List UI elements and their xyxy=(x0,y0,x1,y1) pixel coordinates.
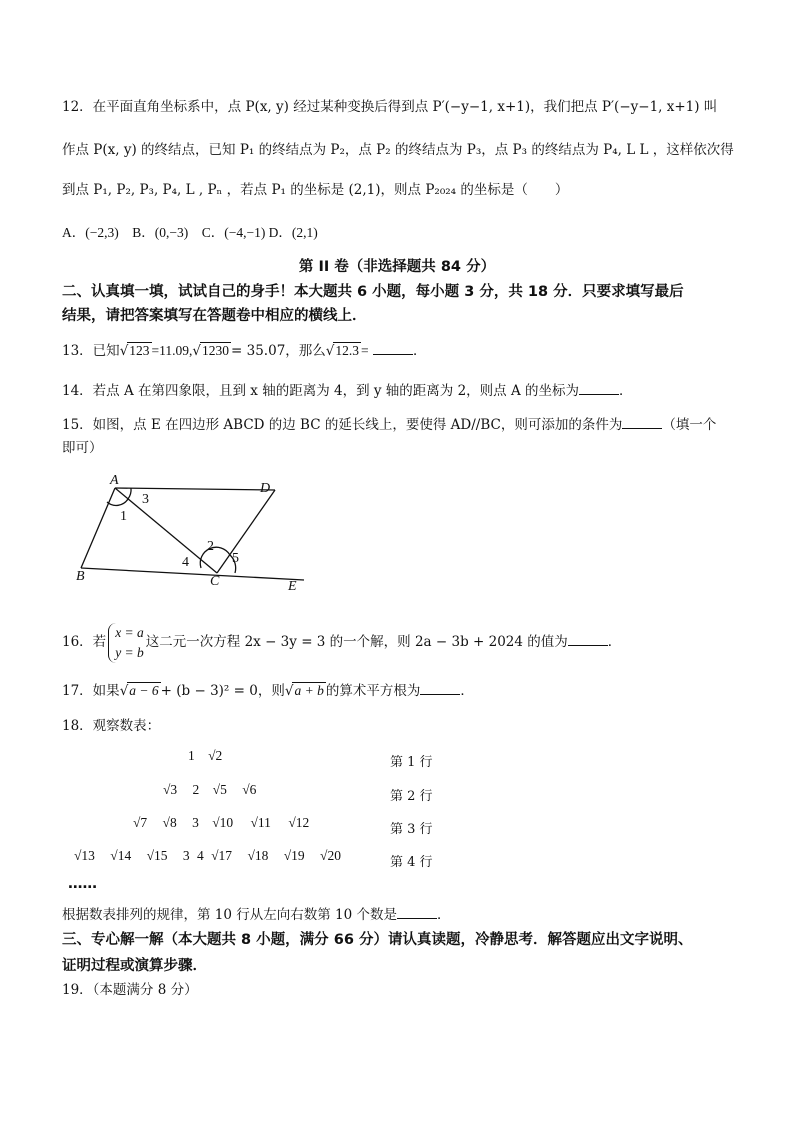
q13-prefix: 13．已知 xyxy=(62,343,120,359)
q15-line2: 即可） xyxy=(62,440,103,456)
part3-intro-line2: 证明过程或演算步骤． xyxy=(62,958,207,974)
angle-3-arc xyxy=(128,488,131,499)
q15-answer-blank[interactable] xyxy=(622,414,662,429)
q15-text-end: （填一个 xyxy=(662,417,717,433)
row4-item: √19 xyxy=(283,848,305,863)
row2-item: √5 xyxy=(212,782,227,797)
row3-item: 3 xyxy=(192,815,199,830)
row4-item: √17 xyxy=(211,848,233,863)
part2-intro-line2: 结果，请把答案填写在答题卷中相应的横线上． xyxy=(62,308,367,324)
q14-text: 14．若点 A 在第四象限，且到 x 轴的距离为 4，到 y 轴的距离为 2，则点 A 的坐标为 xyxy=(62,383,580,399)
q16-eq1: x = a xyxy=(115,624,144,640)
q17 xyxy=(62,680,734,701)
q12-options: A．(−2,3) B．(0,−3) C．(−4,−1) D．(2,1) xyxy=(62,225,318,240)
q17-mid2: 的算术平方根为 xyxy=(325,683,421,699)
radical-sign-icon: √ xyxy=(119,683,129,699)
radical-sign-icon: √ xyxy=(119,343,129,359)
q14 xyxy=(62,380,734,401)
row4-item: 4 xyxy=(197,848,204,863)
row2-item: √6 xyxy=(242,782,257,797)
q16-eq2: y = b xyxy=(115,644,144,660)
radical-sign-icon: √ xyxy=(284,683,294,699)
q19-heading: 19．（本题满分 8 分） xyxy=(62,982,198,998)
q17-prefix: 17．如果 xyxy=(62,683,120,699)
segment-CD xyxy=(217,490,275,573)
table-continuation-dots: …… xyxy=(68,876,97,892)
point-label-D: D xyxy=(260,481,271,496)
row-label-1: 第 1 行 xyxy=(390,755,433,770)
q13-value-1: =11.09, xyxy=(151,343,193,358)
q16-answer-blank[interactable] xyxy=(568,631,608,646)
angle-label-5: 5 xyxy=(232,551,239,566)
q15-line1 xyxy=(62,414,734,435)
segment-BE xyxy=(81,568,304,580)
segment-AD xyxy=(115,488,275,490)
q17-end: ． xyxy=(460,683,474,699)
row4-item: √14 xyxy=(110,848,132,863)
table-row-4 xyxy=(74,848,341,864)
angle-label-1: 1 xyxy=(120,509,127,524)
row4-item: √20 xyxy=(320,848,341,863)
q18-question-text: 根据数表排列的规律，第 10 行从左向右数第 10 个数是 xyxy=(62,907,398,923)
q16-prefix: 16．若 xyxy=(62,634,107,650)
radical-sign-icon: √ xyxy=(325,343,335,359)
table-row-1 xyxy=(188,748,222,764)
q18-answer-blank[interactable] xyxy=(397,904,437,919)
angle-2-arc xyxy=(200,547,230,568)
row4-item: √13 xyxy=(74,848,95,863)
point-label-C: C xyxy=(210,574,220,589)
row2-item: √3 xyxy=(163,782,178,797)
row3-item: √11 xyxy=(250,815,271,830)
q17-radicand-1: a − 6 xyxy=(129,683,159,698)
table-row-3 xyxy=(133,815,309,831)
point-label-E: E xyxy=(288,579,297,594)
row1-item: 1 xyxy=(188,748,195,763)
q13-end: ． xyxy=(412,343,427,359)
row2-item: 2 xyxy=(192,782,200,797)
q16-end: ． xyxy=(607,634,622,650)
row4-item: √15 xyxy=(146,848,168,863)
q12-line2: 作点 P(x, y) 的终结点，已知 P₁ 的终结点为 P₂，点 P₂ 的终结点为 P₃，点 P₃ 的终结点为 P₄, L L ，这样依次得 xyxy=(62,142,734,158)
q15-figure xyxy=(62,470,322,600)
q13 xyxy=(62,340,734,361)
q14-end: ． xyxy=(619,383,633,399)
point-label-B: B xyxy=(76,569,85,584)
q15-text: 15．如图，点 E 在四边形 ABCD 的边 BC 的延长线上，要使得 AD//BC，则可添加的条件为 xyxy=(62,417,623,433)
segment-AC xyxy=(115,488,217,573)
table-row-2 xyxy=(163,782,256,798)
angle-label-4: 4 xyxy=(182,555,189,570)
q16-text: 这二元一次方程 2x − 3y = 3 的一个解，则 2a − 3b + 2024 的值为 xyxy=(145,634,568,650)
q13-radicand-2: 1230 xyxy=(202,343,230,358)
row1-item: √2 xyxy=(208,748,223,763)
q16-system xyxy=(108,623,144,663)
q13-radicand-3: 12.3 xyxy=(335,343,360,358)
part2-intro-line1: 二、认真填一填，试试自己的身手！本大题共 6 小题，每小题 3 分，共 18 分．只要求填写最后 xyxy=(62,284,684,300)
row-label-3: 第 3 行 xyxy=(390,822,433,837)
radical-sign-icon: √ xyxy=(192,343,202,359)
row3-item: √7 xyxy=(133,815,148,830)
row3-item: √12 xyxy=(288,815,310,830)
angle-label-2: 2 xyxy=(207,539,214,554)
q18-title: 18．观察数表： xyxy=(62,718,161,734)
row4-item: √18 xyxy=(247,848,269,863)
q14-answer-blank[interactable] xyxy=(579,380,619,395)
q13-value-2: = 35.07，那么 xyxy=(231,343,326,359)
q17-mid1: + (b − 3)² = 0，则 xyxy=(160,683,285,699)
point-label-A: A xyxy=(110,473,119,488)
q17-answer-blank[interactable] xyxy=(420,680,460,695)
row-label-2: 第 2 行 xyxy=(390,789,433,804)
q13-answer-blank[interactable] xyxy=(373,340,413,355)
q16 xyxy=(62,622,734,663)
q12-line1: 12．在平面直角坐标系中，点 P(x, y) 经过某种变换后得到点 P′(−y−1, x+1)，我们把点 P′(−y−1, x+1) 叫 xyxy=(62,99,718,115)
q12-line3: 到点 P₁, P₂, P₃, P₄, L , Pₙ ，若点 P₁ 的坐标是 (2,1)，则点 P₂₀₂₄ 的坐标是（ ） xyxy=(62,182,569,198)
q18-end: ． xyxy=(437,907,451,923)
row-label-4: 第 4 行 xyxy=(390,855,433,870)
q18-question xyxy=(62,904,734,925)
part2-title: 第 II 卷（非选择题共 84 分） xyxy=(298,259,496,275)
part3-intro-line1: 三、专心解一解（本大题共 8 小题，满分 66 分）请认真读题，冷静思考．解答题应出文字说明、 xyxy=(62,932,693,948)
segment-AB xyxy=(81,488,115,568)
q13-radicand-1: 123 xyxy=(129,343,150,358)
q13-value-3: = xyxy=(361,343,369,358)
angle-label-3: 3 xyxy=(142,492,149,507)
row3-item: √10 xyxy=(212,815,234,830)
q17-radicand-2: a + b xyxy=(294,683,324,698)
row3-item: √8 xyxy=(162,815,177,830)
row4-item: 3 xyxy=(182,848,190,863)
